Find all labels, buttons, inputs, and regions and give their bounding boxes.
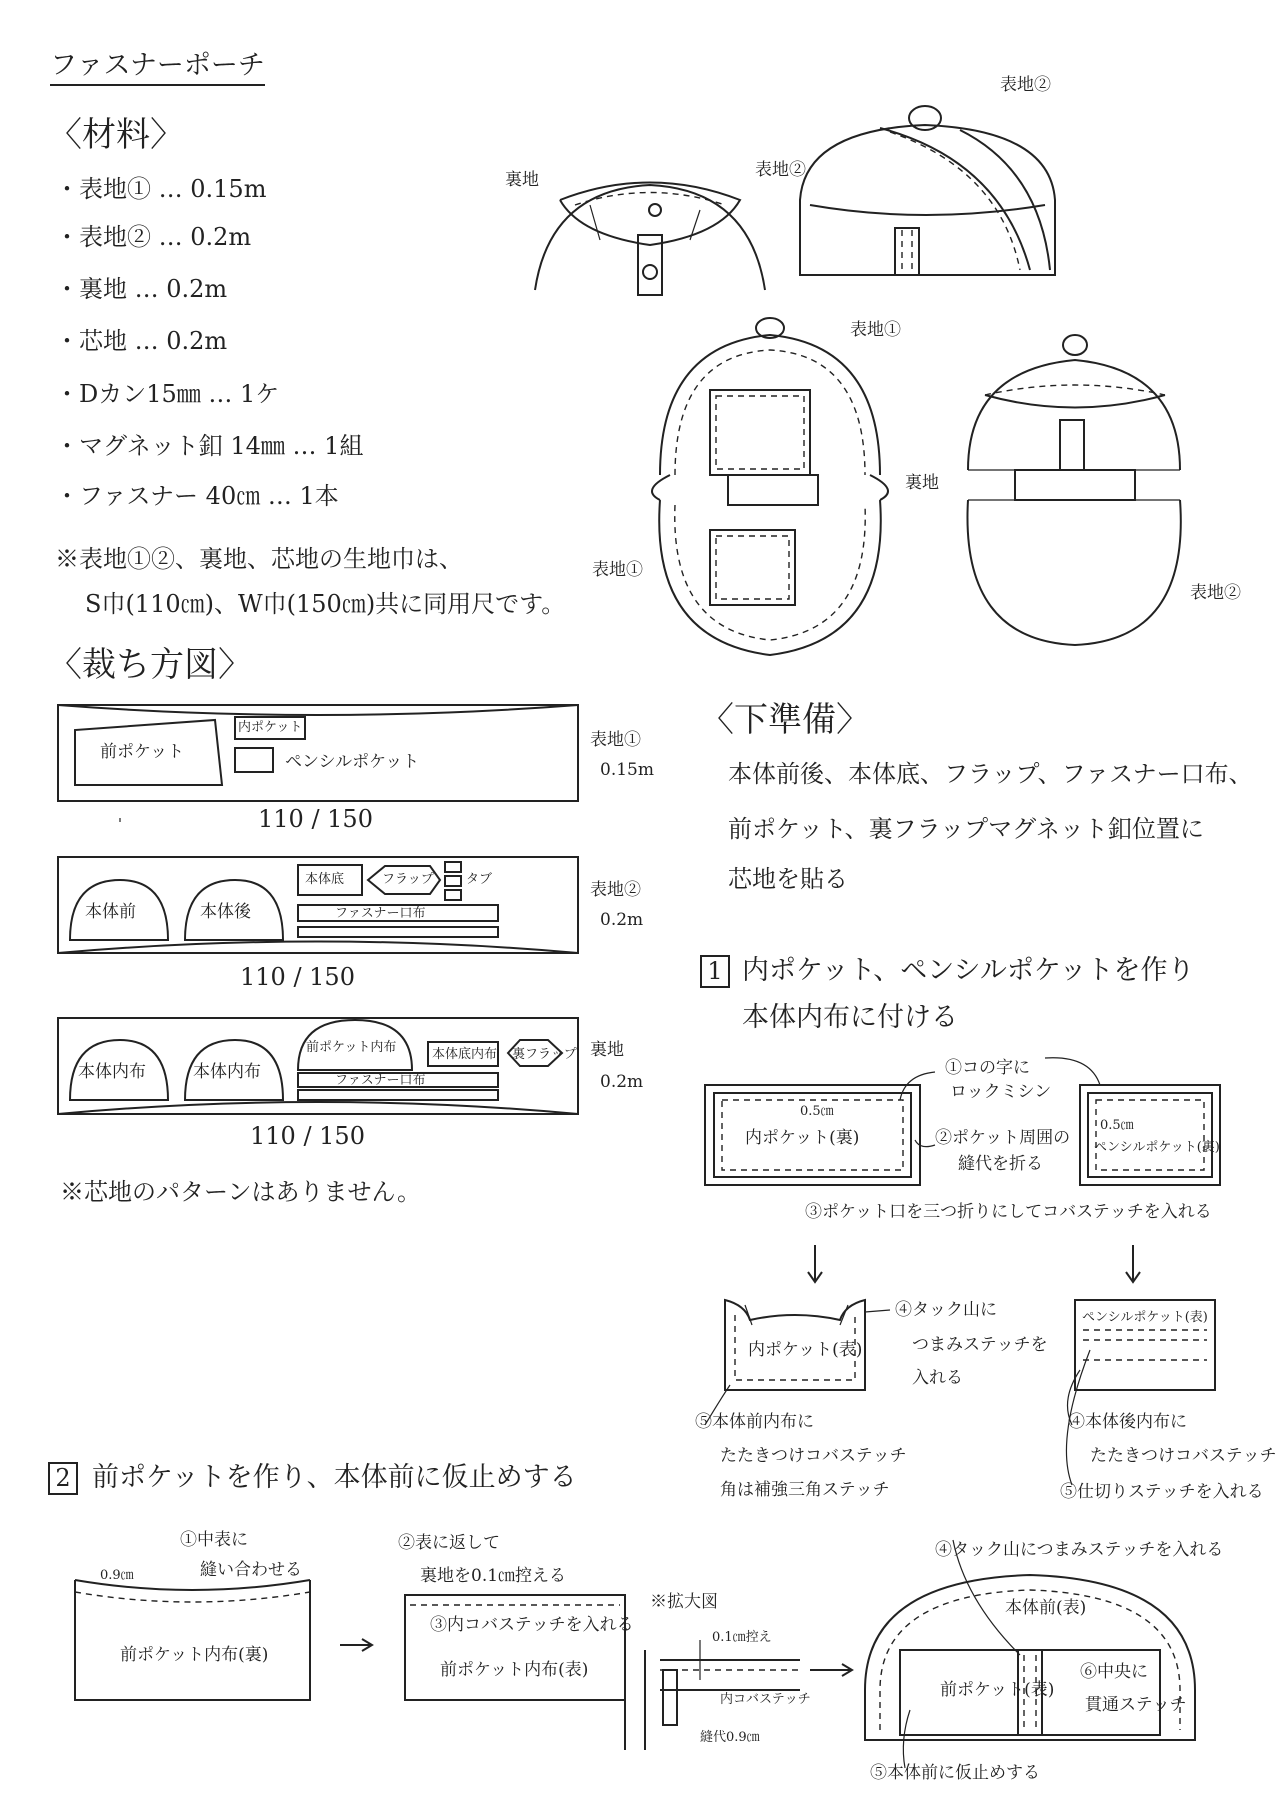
fabric-width: 110 / 150 — [240, 963, 355, 991]
step1-note: 縫代を折る — [958, 1154, 1043, 1174]
illustration-inner-open-top — [535, 183, 765, 296]
piece-label: ファスナー口布 — [335, 906, 426, 921]
materials-note: ※表地①②、裏地、芯地の生地巾は、 — [55, 545, 463, 573]
illustration-pouch-front — [967, 335, 1180, 645]
piece-label: 前ポケット — [100, 742, 185, 762]
label-outer-1: 表地① — [592, 560, 643, 580]
fabric-length: 0.2m — [600, 910, 644, 930]
step2-number: 2 — [48, 1462, 78, 1495]
zoom-note: 0.1㎝控え — [712, 1630, 772, 1645]
material-item: ・マグネット釦 14㎜ … 1組 — [55, 432, 364, 460]
illustration-pouch-open — [652, 318, 888, 655]
seam-allowance: 0.5㎝ — [1100, 1118, 1134, 1133]
step1-number: 1 — [700, 955, 730, 988]
fabric-label: 裏地 — [590, 1040, 624, 1060]
fabric-label: 表地② — [590, 880, 641, 900]
label-outer-2: 表地② — [1190, 583, 1241, 603]
seam-allowance: 0.9㎝ — [100, 1568, 134, 1583]
prep-heading: 〈下準備〉 — [700, 700, 870, 740]
step1-note: ③ポケット口を三つ折りにしてコバステッチを入れる — [805, 1202, 1212, 1222]
illustration-pouch-back — [800, 106, 1055, 275]
step2-note: ②表に返して — [398, 1533, 500, 1553]
piece-label: 内ポケット — [238, 720, 303, 735]
piece-label: 裏フラップ — [512, 1047, 577, 1062]
step2-body-front — [865, 1540, 1195, 1768]
step1-note: 入れる — [912, 1368, 963, 1388]
step1-note: ⑤本体前内布に — [695, 1412, 814, 1432]
fabric-length: 0.15m — [600, 760, 654, 780]
step1-note: ②ポケット周囲の — [935, 1128, 1071, 1148]
step1-note: ④本体後内布に — [1068, 1412, 1187, 1432]
step2-title: 前ポケットを作り、本体前に仮止めする — [92, 1462, 577, 1493]
material-item: ・表地① … 0.15m — [55, 175, 267, 203]
step1-note: ロックミシン — [950, 1082, 1052, 1102]
prep-line: 前ポケット、裏フラップマグネット釦位置に — [728, 815, 1204, 843]
piece-label: 本体前(表) — [1005, 1598, 1087, 1618]
seam-allowance: 0.5㎝ — [800, 1104, 834, 1119]
fabric-width: 110 / 150 — [258, 805, 373, 833]
piece-label: 前ポケット内布(裏) — [120, 1645, 269, 1665]
piece-label: 本体底 — [305, 872, 345, 887]
material-item: ・Dカン15㎜ … 1ケ — [55, 380, 280, 408]
step2-note: ⑤本体前に仮止めする — [870, 1763, 1040, 1783]
step1-note: たたきつけコバステッチ — [720, 1446, 907, 1466]
zoom-note: 縫代0.9㎝ — [700, 1730, 760, 1745]
step2-arrow-2 — [810, 1664, 852, 1676]
cutting-note: ※芯地のパターンはありません。 — [60, 1178, 421, 1206]
piece-label: 本体底内布 — [432, 1047, 498, 1062]
label-lining: 裏地 — [505, 170, 539, 190]
cutting-heading: 〈裁ち方図〉 — [48, 645, 252, 685]
zoom-note: 内コバステッチ — [720, 1692, 811, 1707]
step1-note: ①コの字に — [945, 1058, 1030, 1078]
step1-note: 角は補強三角ステッチ — [720, 1480, 890, 1500]
material-item: ・ファスナー 40㎝ … 1本 — [55, 482, 339, 510]
step2-front-pocket-front — [405, 1595, 625, 1700]
piece-label: 本体後 — [200, 902, 251, 922]
piece-label: 前ポケット内布 — [306, 1040, 397, 1055]
step1-note: つまみステッチを — [912, 1335, 1048, 1355]
piece-label: ペンシルポケット — [285, 752, 420, 772]
material-item: ・芯地 … 0.2m — [55, 327, 228, 355]
step1-pencil-pocket-back — [1080, 1085, 1220, 1185]
step1-title: 内ポケット、ペンシルポケットを作り — [742, 955, 1195, 986]
piece-label: タブ — [466, 872, 493, 887]
piece-label: 本体内布 — [78, 1062, 146, 1082]
step2-front-pocket-back — [75, 1580, 310, 1700]
step1-note: ⑤仕切りステッチを入れる — [1060, 1482, 1264, 1502]
step2-arrow-1 — [340, 1639, 372, 1651]
piece-label: ペンシルポケット(裏) — [1094, 1140, 1220, 1155]
piece-label: ファスナー口布 — [335, 1073, 426, 1088]
piece-label: 本体前 — [85, 902, 136, 922]
label-lining: 裏地 — [905, 473, 939, 493]
piece-label: ペンシルポケット(表) — [1082, 1310, 1208, 1325]
step1-note: たたきつけコバステッチ — [1090, 1446, 1277, 1466]
fabric-length: 0.2m — [600, 1072, 644, 1092]
prep-line: 芯地を貼る — [728, 865, 848, 893]
step1-title: 本体内布に付ける — [742, 1002, 958, 1033]
piece-label: 内ポケット(表) — [748, 1340, 863, 1360]
material-item: ・表地② … 0.2m — [55, 223, 252, 251]
fabric-width: 110 / 150 — [250, 1122, 365, 1150]
fabric-label: 表地① — [590, 730, 641, 750]
piece-label: 本体内布 — [193, 1062, 261, 1082]
piece-label: フラップ — [382, 872, 434, 887]
materials-heading: 〈材料〉 — [48, 115, 184, 155]
piece-label: 内ポケット(裏) — [745, 1128, 860, 1148]
label-outer-2: 表地② — [755, 160, 806, 180]
step2-note: 縫い合わせる — [200, 1560, 302, 1580]
material-item: ・裏地 … 0.2m — [55, 275, 228, 303]
step2-note: ④タック山につまみステッチを入れる — [935, 1540, 1224, 1560]
page-title: ファスナーポーチ — [50, 50, 265, 86]
step2-note: 裏地を0.1㎝控える — [420, 1566, 567, 1586]
step2-note: 貫通ステッチ — [1085, 1695, 1187, 1715]
label-outer-2: 表地② — [1000, 75, 1051, 95]
label-outer-1: 表地① — [850, 320, 901, 340]
step1-note: ④タック山に — [895, 1300, 997, 1320]
step2-note: ⑥中央に — [1080, 1662, 1148, 1682]
materials-note: S巾(110㎝)、W巾(150㎝)共に同用尺です。 — [85, 590, 566, 618]
prep-line: 本体前後、本体底、フラップ、ファスナー口布、 — [728, 760, 1253, 788]
piece-label: 前ポケット内布(表) — [440, 1660, 589, 1680]
step2-note: ③内コバステッチを入れる — [430, 1615, 634, 1635]
zoom-label: ※拡大図 — [650, 1592, 718, 1612]
piece-label: 前ポケット(表) — [940, 1680, 1055, 1700]
step1-arrows — [808, 1245, 1140, 1282]
step2-note: ①中表に — [180, 1530, 248, 1550]
